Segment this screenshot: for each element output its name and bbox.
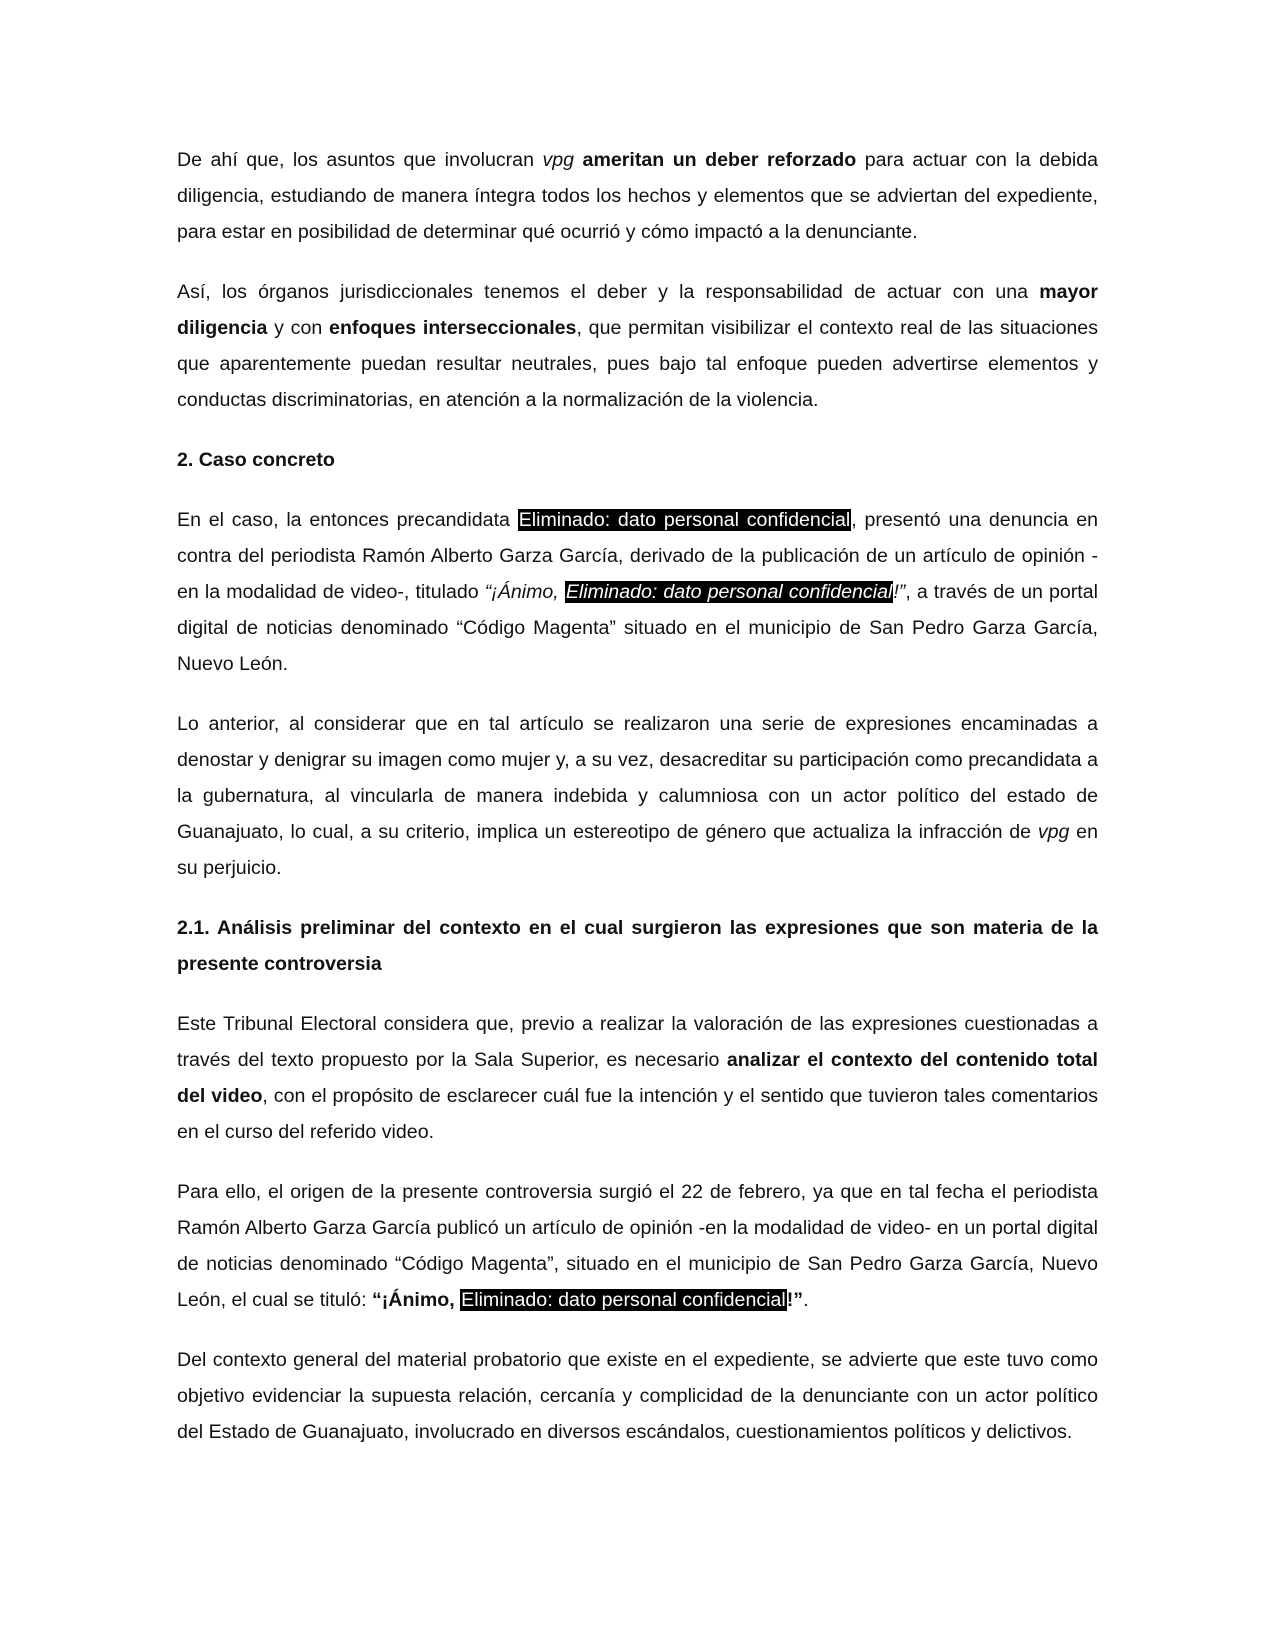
paragraph-organos-jurisdiccionales: Así, los órganos jurisdiccionales tenemos el deber y la responsabilidad de actuar con una mayor diligencia y con enfoques interseccionales, que permitan visibilizar el contexto real de las situaciones que aparentemente puedan resultar neutrales, pues bajo tal enfoque pueden advertirse elementos y conductas discriminatorias, en atención a la normalización de la violencia. bbox=[177, 281, 1098, 411]
redacted-text: Eliminado: dato personal confidencial bbox=[461, 1289, 786, 1311]
bold-phrase: enfoques interseccionales bbox=[329, 317, 577, 339]
paragraph-origen: Para ello, el origen de la presente controversia surgió el 22 de febrero, ya que en tal fecha el periodista Ramón Alberto Garza García publicó un artículo de opinión -en la modalidad de video- en un portal digital de noticias denominado “Código Magenta”, situado en el municipio de San Pedro Garza García, Nuevo León, el cual se tituló: “¡Ánimo, Eliminado: dato personal confidencial!”. bbox=[177, 1181, 1098, 1311]
bold-phrase: ameritan un deber reforzado bbox=[582, 149, 857, 171]
paragraph-caso: En el caso, la entonces precandidata Eliminado: dato personal confidencial, presentó una denuncia en contra del periodista Ramón Alberto Garza García, derivado de la publicación de un artículo de opinión -en la modalidad de video-, titulado “¡Ánimo, Eliminado: dato personal confidencial!”, a través de un portal digital de noticias denominado “Código Magenta” situado en el municipio de San Pedro Garza García, Nuevo León. bbox=[177, 509, 1099, 675]
paragraph-lo-anterior: Lo anterior, al considerar que en tal artículo se realizaron una serie de expresiones encaminadas a denostar y denigrar su imagen como mujer y, a su vez, desacreditar su participación como precandidata a la gubernatura, al vincularla de manera indebida y calumniosa con un actor político del estado de Guanajuato, lo cual, a su criterio, implica un estereotipo de género que actualiza la infracción de vpg en su perjuicio. bbox=[177, 713, 1098, 879]
redacted-text: Eliminado: dato personal confidencial bbox=[565, 581, 893, 603]
paragraph-deber-reforzado: De ahí que, los asuntos que involucran vpg ameritan un deber reforzado para actuar con la debida diligencia, estudiando de manera íntegra todos los hechos y elementos que se adviertan del expediente, para estar en posibilidad de determinar qué ocurrió y cómo impactó a la denunciante. bbox=[177, 149, 1098, 243]
paragraph-contexto-general: Del contexto general del material probatorio que existe en el expediente, se advierte que este tuvo como objetivo evidenciar la supuesta relación, cercanía y complicidad de la denunciante con un actor político del Estado de Guanajuato, involucrado en diversos escándalos, cuestionamientos políticos y delictivos. bbox=[177, 1349, 1098, 1443]
video-title: “¡Ánimo, Eliminado: dato personal confidencial!” bbox=[371, 1289, 804, 1311]
redacted-text: Eliminado: dato personal confidencial bbox=[518, 509, 851, 531]
vpg-term: vpg bbox=[542, 149, 575, 171]
bold-phrase: mayor diligencia bbox=[177, 281, 1098, 339]
bold-phrase: analizar el contexto del contenido total del video bbox=[177, 1049, 1098, 1107]
paragraph-tribunal: Este Tribunal Electoral considera que, previo a realizar la valoración de las expresiones cuestionadas a través del texto propuesto por la Sala Superior, es necesario analizar el contexto del contenido total del video, con el propósito de esclarecer cuál fue la intención y el sentido que tuvieron tales comentarios en el curso del referido video. bbox=[177, 1013, 1098, 1143]
section-heading-caso-concreto: 2. Caso concreto bbox=[177, 449, 335, 471]
vpg-term: vpg bbox=[1037, 821, 1070, 843]
section-heading-analisis-preliminar: 2.1. Análisis preliminar del contexto en el cual surgieron las expresiones que son materia de la presente controversia bbox=[177, 917, 1098, 975]
video-title: “¡Ánimo, Eliminado: dato personal confidencial!” bbox=[484, 581, 906, 603]
document-page bbox=[177, 142, 1098, 1474]
